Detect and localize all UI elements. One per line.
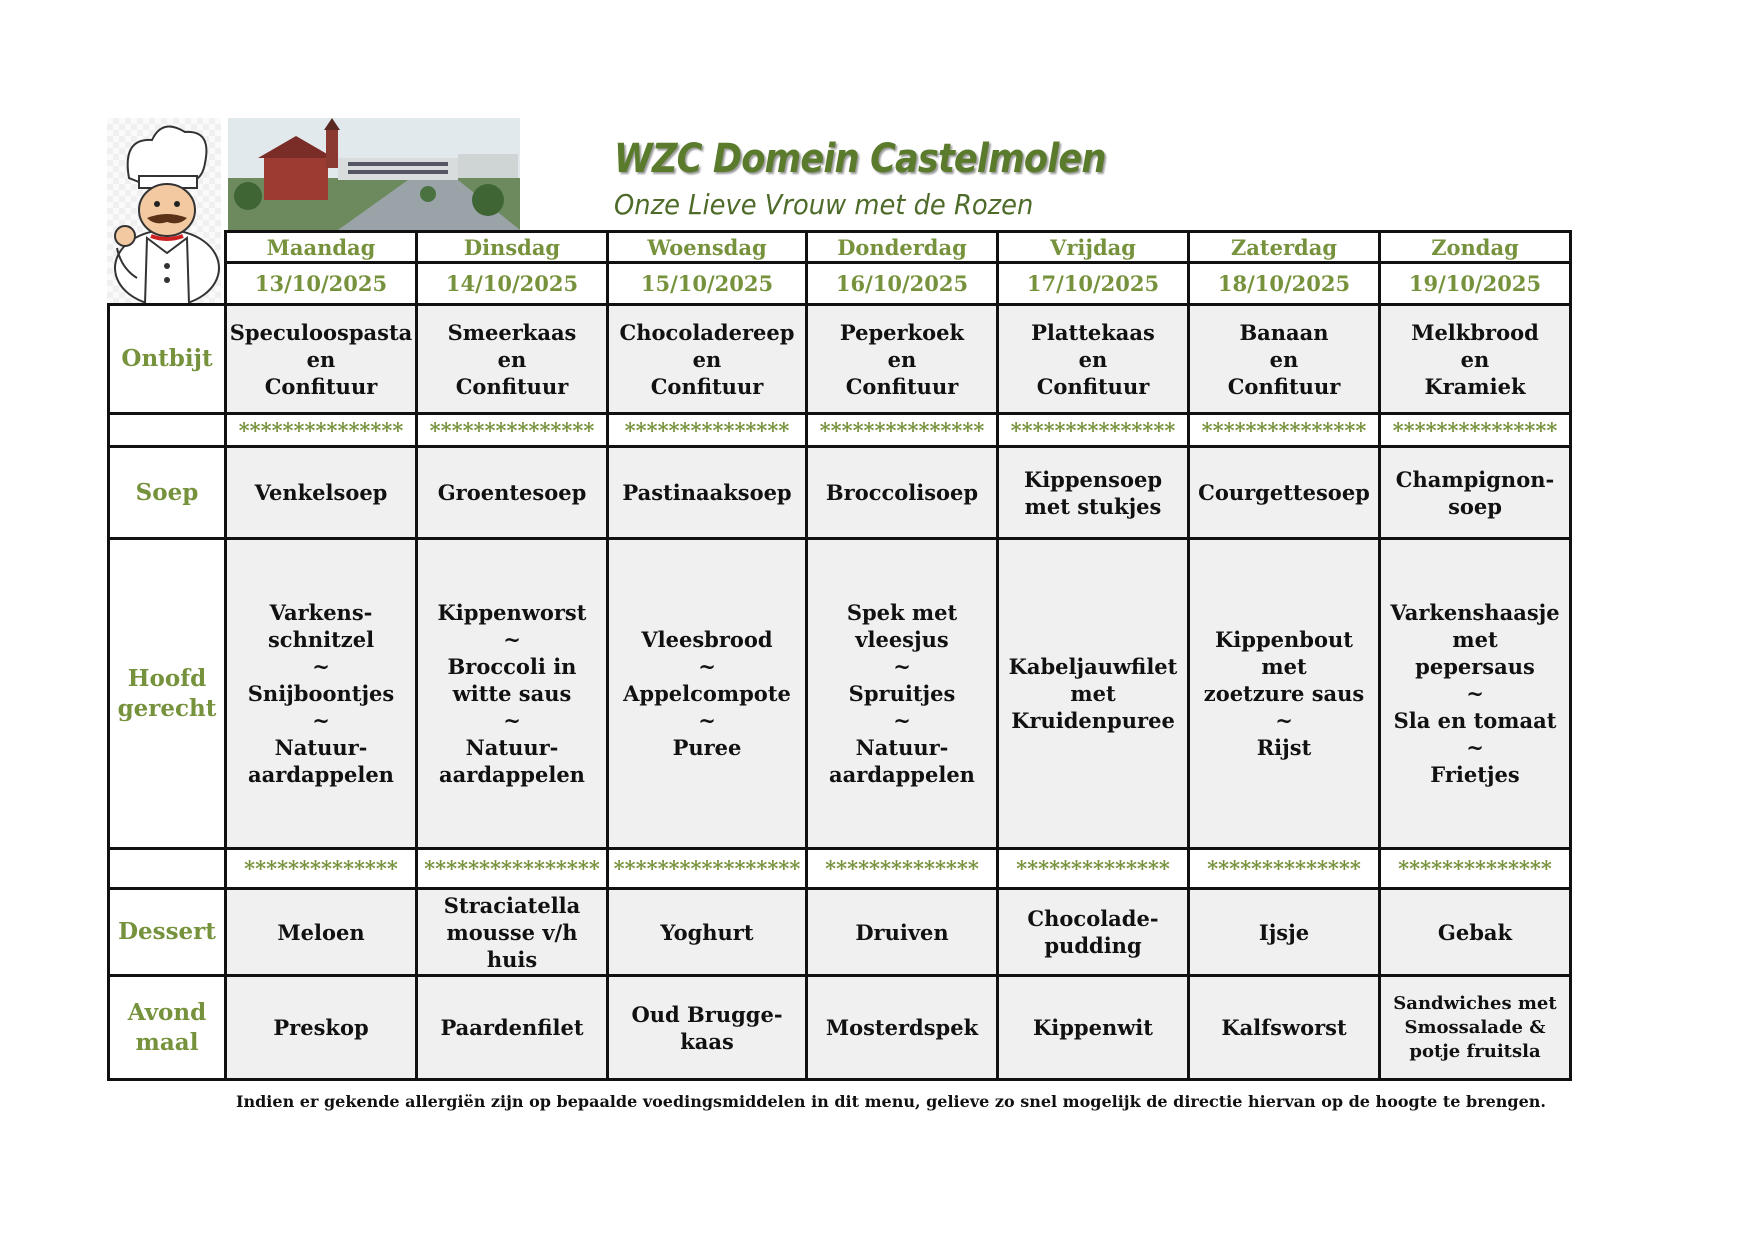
- meal-cell: Varkenshaasje met pepersaus ~ Sla en tomaat ~ Frietjes: [1380, 539, 1571, 849]
- row-label-soep: Soep: [109, 447, 226, 539]
- meal-cell: Venkelsoep: [226, 447, 417, 539]
- row-label-empty: [109, 849, 226, 889]
- hoofdgerecht-row: [109, 539, 1571, 849]
- meal-cell: Kippenbout met zoetzure saus ~ Rijst: [1189, 539, 1380, 849]
- meal-cell: Kippenworst ~ Broccoli in witte saus ~ Natuur- aardappelen: [417, 539, 608, 849]
- allergy-note: Indien er gekende allergiën zijn op bepaalde voedingsmiddelen in dit menu, gelieve zo snel mogelijk de directie hiervan op de hoogte te brengen.: [236, 1092, 1546, 1111]
- meal-cell: Spek met vleesjus ~ Spruitjes ~ Natuur- aardappelen: [807, 539, 998, 849]
- meal-cell: Yoghurt: [608, 889, 807, 976]
- day-date: 17/10/2025: [998, 263, 1189, 305]
- row-label-hoofdgerecht: Hoofd gerecht: [109, 539, 226, 849]
- meal-cell: Speculoospasta en Confituur: [226, 305, 417, 414]
- day-name: Maandag: [226, 232, 417, 263]
- row-label-ontbijt: Ontbijt: [109, 305, 226, 414]
- meal-cell: Plattekaas en Confituur: [998, 305, 1189, 414]
- page-subtitle: Onze Lieve Vrouw met de Rozen: [614, 188, 1034, 221]
- day-name: Zondag: [1380, 232, 1571, 263]
- dessert-row: [109, 889, 1571, 976]
- separator-stars: **************: [1189, 849, 1380, 889]
- day-date: 18/10/2025: [1189, 263, 1380, 305]
- day-date: 16/10/2025: [807, 263, 998, 305]
- day-date: 13/10/2025: [226, 263, 417, 305]
- ontbijt-row: [109, 305, 1571, 414]
- day-name: Zaterdag: [1189, 232, 1380, 263]
- meal-cell: Kabeljauwfilet met Kruidenpuree: [998, 539, 1189, 849]
- date-row: [109, 263, 1571, 305]
- separator-row: [109, 849, 1571, 889]
- meal-cell: Druiven: [807, 889, 998, 976]
- meal-cell: Courgettesoep: [1189, 447, 1380, 539]
- meal-cell: Vleesbrood ~ Appelcompote ~ Puree: [608, 539, 807, 849]
- day-date: 14/10/2025: [417, 263, 608, 305]
- meal-cell: Straciatella mousse v/h huis: [417, 889, 608, 976]
- day-name-row: [109, 232, 1571, 263]
- meal-cell: Chocoladereep en Confituur: [608, 305, 807, 414]
- meal-cell: Banaan en Confituur: [1189, 305, 1380, 414]
- separator-stars: **************: [807, 849, 998, 889]
- meal-cell: Smeerkaas en Confituur: [417, 305, 608, 414]
- day-date: 19/10/2025: [1380, 263, 1571, 305]
- meal-cell: Ijsje: [1189, 889, 1380, 976]
- separator-stars: **************: [226, 849, 417, 889]
- day-name: Donderdag: [807, 232, 998, 263]
- separator-stars: ****************: [417, 849, 608, 889]
- meal-cell: Sandwiches met Smossalade & potje fruitsla: [1380, 976, 1571, 1080]
- separator-stars: ***************: [417, 414, 608, 447]
- corner-cell: [109, 263, 226, 305]
- meal-cell: Chocolade- pudding: [998, 889, 1189, 976]
- separator-stars: **************: [998, 849, 1189, 889]
- corner-cell: [109, 232, 226, 263]
- meal-cell: Mosterdspek: [807, 976, 998, 1080]
- meal-cell: Oud Brugge- kaas: [608, 976, 807, 1080]
- separator-stars: ***************: [998, 414, 1189, 447]
- weekly-menu-table: [107, 230, 1572, 1081]
- row-label-empty: [109, 414, 226, 447]
- meal-cell: Varkens- schnitzel ~ Snijboontjes ~ Natuur- aardappelen: [226, 539, 417, 849]
- separator-stars: ***************: [608, 414, 807, 447]
- meal-cell: Peperkoek en Confituur: [807, 305, 998, 414]
- day-name: Vrijdag: [998, 232, 1189, 263]
- meal-cell: Kippenwit: [998, 976, 1189, 1080]
- meal-cell: Kippensoep met stukjes: [998, 447, 1189, 539]
- avondmaal-row: [109, 976, 1571, 1080]
- meal-cell: Preskop: [226, 976, 417, 1080]
- soep-row: [109, 447, 1571, 539]
- meal-cell: Meloen: [226, 889, 417, 976]
- separator-stars: ***************: [807, 414, 998, 447]
- meal-cell: Groentesoep: [417, 447, 608, 539]
- row-label-avondmaal: Avond maal: [109, 976, 226, 1080]
- day-date: 15/10/2025: [608, 263, 807, 305]
- day-name: Dinsdag: [417, 232, 608, 263]
- separator-row: [109, 414, 1571, 447]
- meal-cell: Champignon- soep: [1380, 447, 1571, 539]
- meal-cell: Broccolisoep: [807, 447, 998, 539]
- meal-cell: Kalfsworst: [1189, 976, 1380, 1080]
- separator-stars: **************: [1380, 849, 1571, 889]
- meal-cell: Paardenfilet: [417, 976, 608, 1080]
- separator-stars: *****************: [608, 849, 807, 889]
- day-name: Woensdag: [608, 232, 807, 263]
- meal-cell: Pastinaaksoep: [608, 447, 807, 539]
- meal-cell: Gebak: [1380, 889, 1571, 976]
- separator-stars: ***************: [1380, 414, 1571, 447]
- row-label-dessert: Dessert: [109, 889, 226, 976]
- building-photo-icon: [228, 118, 520, 230]
- page-title: WZC Domein Castelmolen: [614, 136, 1106, 182]
- separator-stars: ***************: [1189, 414, 1380, 447]
- meal-cell: Melkbrood en Kramiek: [1380, 305, 1571, 414]
- separator-stars: ***************: [226, 414, 417, 447]
